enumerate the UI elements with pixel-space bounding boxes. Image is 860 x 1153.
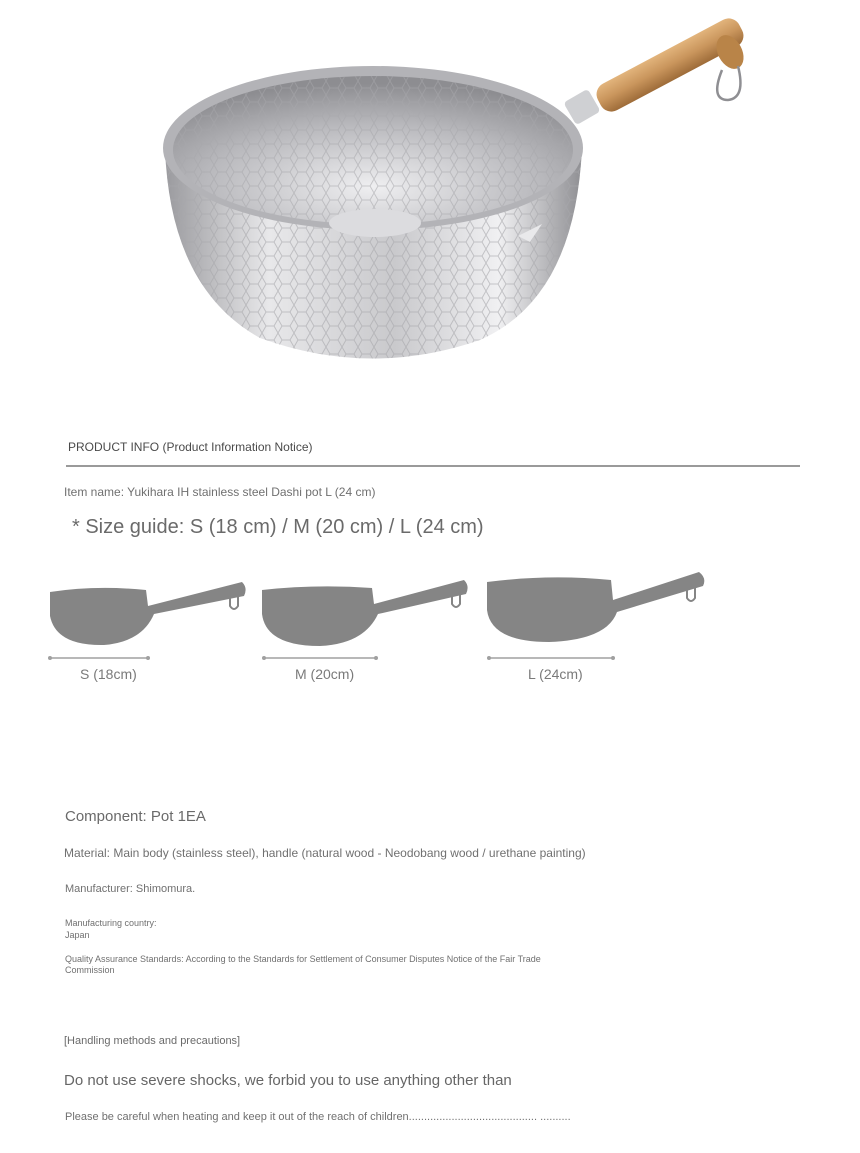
quality-assurance-text: Quality Assurance Standards: According to the Standards for Settlement of Consumer Disputes Notice of the Fair Trade Commission — [65, 954, 541, 975]
size-label-medium: M (20cm) — [295, 666, 355, 682]
manufacturer-text: Manufacturer: Shimomura. — [65, 883, 196, 895]
component-text: Component: Pot 1EA — [65, 808, 206, 825]
size-label-large: L (24cm) — [528, 666, 583, 682]
pot-silhouette-small — [46, 570, 251, 665]
size-label-small: S (18cm) — [80, 666, 137, 682]
pot-silhouette-large — [483, 570, 708, 665]
item-name: Item name: Yukihara IH stainless steel Dashi pot L (24 cm) — [64, 485, 376, 499]
size-guide: * Size guide: S (18 cm) / M (20 cm) / L (24 cm) — [72, 516, 484, 538]
section-title-product-info: PRODUCT INFO (Product Information Notice) — [68, 440, 313, 454]
handling-warning-children: Please be careful when heating and keep it out of the reach of children.......................................... .......... — [65, 1111, 571, 1123]
handling-section-title: [Handling methods and precautions] — [64, 1035, 241, 1047]
handling-warning-shock: Do not use severe shocks, we forbid you to use anything other than — [64, 1072, 512, 1089]
section-divider — [66, 465, 800, 467]
pot-silhouette-medium — [258, 570, 473, 665]
material-text: Material: Main body (stainless steel), handle (natural wood - Neodobang wood / urethane painting) — [64, 846, 586, 860]
product-photo-yukihara-pot — [150, 18, 770, 378]
manufacturing-country-value: Japan — [65, 930, 90, 940]
manufacturing-country-label: Manufacturing country: — [65, 918, 157, 928]
